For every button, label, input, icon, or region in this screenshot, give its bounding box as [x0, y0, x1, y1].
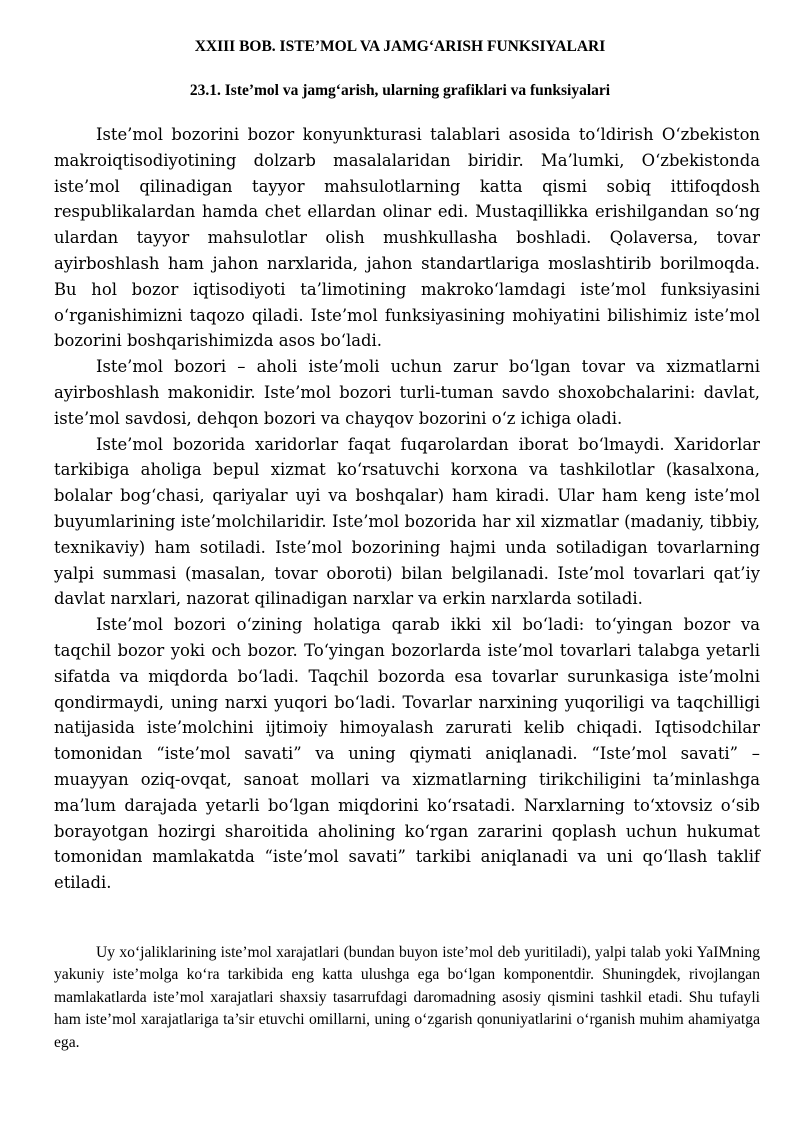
paragraph: Iste’mol bozori o‘zining holatiga qarab ikki xil bo‘ladi: to‘yingan bozor va taqchil bozor yoki och bozor. To‘yingan bozorlarda iste’mol tovarlari talabga yetarli sifatda va miqdorda bo‘ladi. Taqchil bozorda esa tovarlar surunkasiga iste’molni qondirmaydi, uning narxi yuqori bo‘ladi. Tovarlar narxining yuqoriligi va taqchilligi natijasida iste’molchini ijtimoiy himoyalash zarurati kelib chiqadi. Iqtisodchilar tomonidan “iste’mol savati” va uning qiymati aniqlanadi. “Iste’mol savati” – muayyan oziq-ovqat, sanoat mollari va xizmatlarning tirikchiligini ta’minlashga ma’lum darajada yetarli bo‘lgan miqdorini ko‘rsatadi. Narxlarning to‘xtovsiz o‘sib borayotgan hozirgi sharoitida aholining ko‘rgan zararini qoplash uchun hukumat tomonidan mamlakatda “iste’mol savati” tarkibi aniqlanadi va uni qo‘llash taklif etiladi.: [54, 615, 760, 893]
closing-body: [54, 942, 760, 1054]
main-body: [54, 122, 760, 896]
paragraph: Iste’mol bozorida xaridorlar faqat fuqarolardan iborat bo‘lmaydi. Xaridorlar tarkibiga aholiga bepul xizmat ko‘rsatuvchi korxona va tashkilotlar (kasalxona, bolalar bog‘chasi, qariyalar uyi va boshqalar) ham kiradi. Ular ham keng iste’mol buyumlarining iste’molchilaridir. Iste’mol bozorida har xil xizmatlar (madaniy, tibbiy, texnikaviy) ham sotiladi. Iste’mol bozorining hajmi unda sotiladigan tovarlarning yalpi summasi (masalan, tovar oboroti) bilan belgilanadi. Iste’mol tovarlari qat’iy davlat narxlari, nazorat qilinadigan narxlar va erkin narxlarda sotiladi.: [54, 434, 760, 609]
chapter-title: XXIII BOB. ISTE’MOL VA JAMG‘ARISH FUNKSIYALARI: [194, 38, 606, 55]
paragraph: Iste’mol bozorini bozor konyunkturasi talablari asosida to‘ldirish O‘zbekiston makroiqtisodiyotining dolzarb masalalaridan biridir. Ma’lumki, O‘zbekistonda iste’mol qilinadigan tayyor mahsulotlarning katta qismi sobiq ittifoqdosh respublikalardan hamda chet ellardan olinar edi. Mustaqillikka erishilgandan so‘ng ulardan tayyor mahsulotlar olish mushkullasha boshladi. Qolaversa, tovar ayirboshlash ham jahon narxlarida, jahon standartlariga moslashtirib borilmoqda. Bu hol bozor iqtisodiyoti ta’limotining makroko‘lamdagi iste’mol funksiyasini o‘rganishimizni taqozo qiladi. Iste’mol funksiyasining mohiyatini bilishimiz iste’mol bozorini boshqarishimizda asos bo‘ladi.: [54, 125, 760, 351]
paragraph: Iste’mol bozori – aholi iste’moli uchun zarur bo‘lgan tovar va xizmatlarni ayirboshlash makonidir. Iste’mol bozori turli-tuman savdo shoxobchalarini: davlat, iste’mol savdosi, dehqon bozori va chayqov bozorini o‘z ichiga oladi.: [54, 357, 760, 428]
section-title: 23.1. Iste’mol va jamg‘arish, ularning grafiklari va funksiyalari: [189, 82, 611, 99]
paragraph-small: Uy xo‘jaliklarining iste’mol xarajatlari (bundan buyon iste’mol deb yuritiladi), yalpi talab yoki YaIMning yakuniy iste’molga ko‘ra tarkibida eng katta ulushga ega bo‘lgan komponentdir. Shuningdek, rivojlangan mamlakatlarda iste’mol xarajatlari shaxsiy tasarrufdagi daromadning asosiy qismini tashkil etadi. Shu tufayli ham iste’mol xarajatlariga ta’sir etuvchi omillarni, uning o‘zgarish qonuniyatlarini o‘rganish muhim ahamiyatga ega.: [54, 944, 760, 1051]
